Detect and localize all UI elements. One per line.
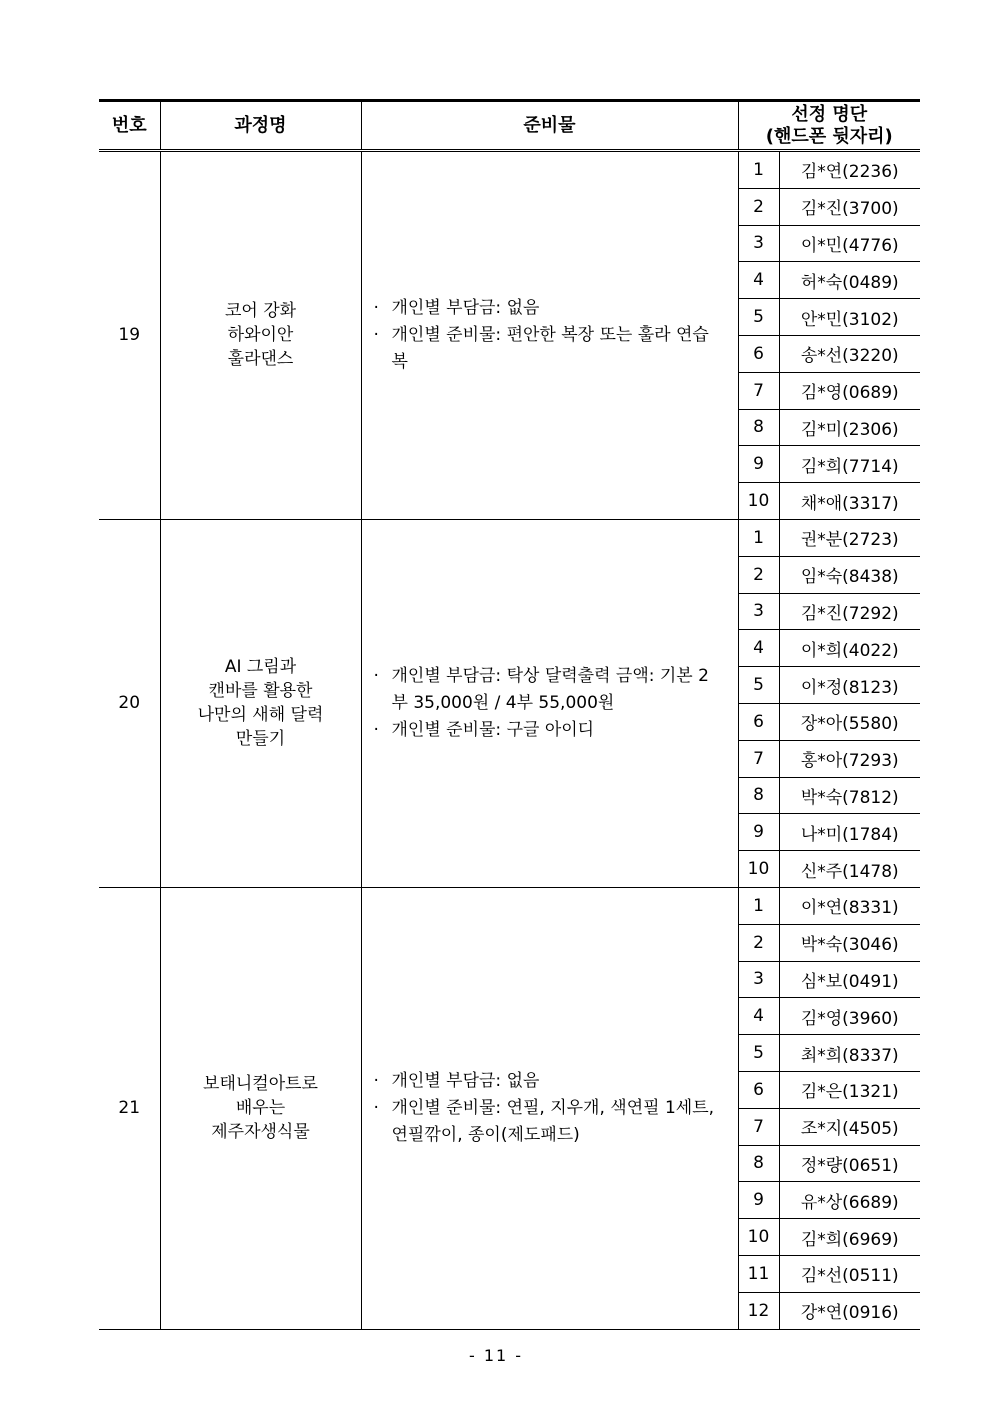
entry-index: 2 bbox=[738, 188, 779, 225]
course-name-line: 만들기 bbox=[235, 729, 286, 750]
prep-item-text: 개인별 준비물: 연필, 지우개, 색연필 1세트, 연필깎이, 종이(제도패드) bbox=[391, 1097, 715, 1145]
entry-index: 9 bbox=[738, 1182, 779, 1219]
entry-index: 3 bbox=[738, 593, 779, 630]
entry-name: 채*애(3317) bbox=[779, 483, 920, 520]
entry-index: 10 bbox=[738, 1219, 779, 1256]
header-prep: 준비물 bbox=[361, 101, 738, 151]
course-name-line: 하와이안 bbox=[227, 325, 294, 346]
prep-item bbox=[374, 1095, 724, 1149]
header-number: 번호 bbox=[99, 101, 160, 151]
prep-item-text: 개인별 준비물: 구글 아이디 bbox=[391, 719, 595, 740]
entry-name: 박*숙(7812) bbox=[779, 777, 920, 814]
entry-index: 7 bbox=[738, 1108, 779, 1145]
header-selected-title: 선정 명단 bbox=[791, 103, 868, 125]
entry-name: 심*보(0491) bbox=[779, 961, 920, 998]
course-number: 19 bbox=[99, 151, 160, 520]
prep-item-text: 개인별 준비물: 편안한 복장 또는 훌라 연습복 bbox=[391, 324, 709, 372]
entry-name: 신*주(1478) bbox=[779, 851, 920, 888]
entry-index: 7 bbox=[738, 740, 779, 777]
course-name-line: 나만의 새해 달력 bbox=[197, 705, 324, 726]
entry-name: 이*희(4022) bbox=[779, 630, 920, 667]
entry-name: 정*량(0651) bbox=[779, 1145, 920, 1182]
entry-name: 김*영(0689) bbox=[779, 372, 920, 409]
prep-item bbox=[374, 663, 724, 717]
entry-name: 최*희(8337) bbox=[779, 1035, 920, 1072]
entry-name: 김*영(3960) bbox=[779, 998, 920, 1035]
selection-table bbox=[99, 99, 920, 1330]
prep-item bbox=[374, 322, 724, 376]
table-row bbox=[99, 887, 920, 924]
entry-index: 4 bbox=[738, 998, 779, 1035]
bullet-icon: · bbox=[373, 324, 379, 345]
entry-name: 김*진(3700) bbox=[779, 188, 920, 225]
prep-item bbox=[374, 1068, 724, 1095]
table-header-row bbox=[99, 101, 920, 151]
prep-item-text: 개인별 부담금: 탁상 달력출력 금액: 기본 2부 35,000원 / 4부 55,000원 bbox=[391, 665, 709, 713]
course-number: 20 bbox=[99, 519, 160, 887]
entry-name: 김*은(1321) bbox=[779, 1071, 920, 1108]
entry-index: 8 bbox=[738, 409, 779, 446]
header-selected bbox=[738, 101, 920, 151]
course-name bbox=[160, 151, 361, 520]
prep-cell bbox=[361, 519, 738, 887]
entry-index: 9 bbox=[738, 814, 779, 851]
entry-index: 8 bbox=[738, 777, 779, 814]
bullet-icon: · bbox=[373, 719, 379, 740]
entry-name: 김*미(2306) bbox=[779, 409, 920, 446]
course-name-line: 제주자생식물 bbox=[211, 1122, 310, 1143]
entry-index: 6 bbox=[738, 335, 779, 372]
entry-index: 2 bbox=[738, 924, 779, 961]
entry-index: 1 bbox=[738, 887, 779, 924]
entry-index: 1 bbox=[738, 151, 779, 189]
entry-index: 10 bbox=[738, 851, 779, 888]
entry-name: 권*분(2723) bbox=[779, 519, 920, 556]
entry-name: 안*민(3102) bbox=[779, 299, 920, 336]
course-name bbox=[160, 519, 361, 887]
course-name bbox=[160, 887, 361, 1329]
entry-index: 7 bbox=[738, 372, 779, 409]
entry-name: 장*아(5580) bbox=[779, 703, 920, 740]
entry-index: 12 bbox=[738, 1292, 779, 1329]
prep-item bbox=[374, 717, 724, 744]
bullet-icon: · bbox=[373, 297, 379, 318]
entry-name: 홍*아(7293) bbox=[779, 740, 920, 777]
page-number: - 11 - bbox=[468, 1346, 524, 1365]
course-name-line: 배우는 bbox=[235, 1098, 286, 1119]
entry-index: 3 bbox=[738, 961, 779, 998]
prep-item bbox=[374, 295, 724, 322]
prep-cell bbox=[361, 887, 738, 1329]
bullet-icon: · bbox=[373, 665, 379, 686]
header-selected-subtitle: (핸드폰 뒷자리) bbox=[765, 125, 893, 147]
entry-name: 김*진(7292) bbox=[779, 593, 920, 630]
entry-name: 강*연(0916) bbox=[779, 1292, 920, 1329]
table-row bbox=[99, 151, 920, 189]
entry-index: 5 bbox=[738, 667, 779, 704]
entry-name: 조*지(4505) bbox=[779, 1108, 920, 1145]
entry-index: 4 bbox=[738, 630, 779, 667]
entry-name: 이*민(4776) bbox=[779, 225, 920, 262]
course-number: 21 bbox=[99, 887, 160, 1329]
entry-name: 김*희(6969) bbox=[779, 1219, 920, 1256]
entry-index: 2 bbox=[738, 556, 779, 593]
entry-index: 1 bbox=[738, 519, 779, 556]
prep-cell bbox=[361, 151, 738, 520]
table-body bbox=[99, 151, 920, 1330]
bullet-icon: · bbox=[373, 1097, 379, 1118]
entry-name: 김*희(7714) bbox=[779, 446, 920, 483]
entry-index: 6 bbox=[738, 703, 779, 740]
entry-index: 5 bbox=[738, 299, 779, 336]
entry-name: 김*연(2236) bbox=[779, 151, 920, 189]
prep-item-text: 개인별 부담금: 없음 bbox=[391, 1070, 540, 1091]
table-row bbox=[99, 519, 920, 556]
entry-index: 11 bbox=[738, 1255, 779, 1292]
entry-index: 3 bbox=[738, 225, 779, 262]
bullet-icon: · bbox=[373, 1070, 379, 1091]
entry-name: 이*정(8123) bbox=[779, 667, 920, 704]
entry-name: 유*상(6689) bbox=[779, 1182, 920, 1219]
entry-name: 임*숙(8438) bbox=[779, 556, 920, 593]
header-course: 과정명 bbox=[160, 101, 361, 151]
entry-index: 9 bbox=[738, 446, 779, 483]
entry-name: 허*숙(0489) bbox=[779, 262, 920, 299]
course-name-line: 캔바를 활용한 bbox=[208, 681, 313, 702]
entry-index: 4 bbox=[738, 262, 779, 299]
entry-name: 송*선(3220) bbox=[779, 335, 920, 372]
course-name-line: 훌라댄스 bbox=[227, 349, 294, 370]
entry-name: 이*연(8331) bbox=[779, 887, 920, 924]
prep-item-text: 개인별 부담금: 없음 bbox=[391, 297, 540, 318]
entry-name: 김*선(0511) bbox=[779, 1255, 920, 1292]
course-name-line: AI 그림과 bbox=[224, 657, 297, 678]
entry-name: 박*숙(3046) bbox=[779, 924, 920, 961]
entry-index: 10 bbox=[738, 483, 779, 520]
course-name-line: 코어 강화 bbox=[224, 301, 297, 322]
entry-index: 5 bbox=[738, 1035, 779, 1072]
entry-name: 나*미(1784) bbox=[779, 814, 920, 851]
entry-index: 8 bbox=[738, 1145, 779, 1182]
entry-index: 6 bbox=[738, 1071, 779, 1108]
course-name-line: 보태니컬아트로 bbox=[203, 1074, 318, 1095]
